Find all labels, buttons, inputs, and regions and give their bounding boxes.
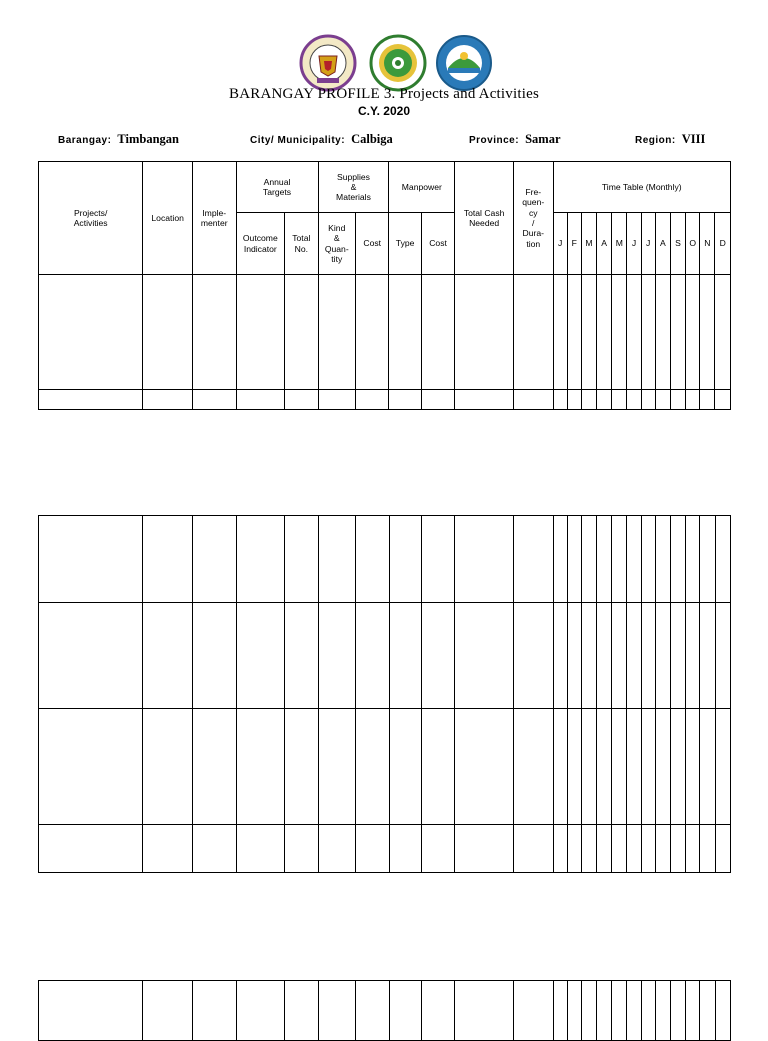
- header-kind-quantity: Kind & Quan- tity: [318, 213, 355, 275]
- table-cell[interactable]: [455, 603, 514, 709]
- table-cell[interactable]: [553, 825, 567, 873]
- table-cell[interactable]: [627, 603, 641, 709]
- table-cell[interactable]: [671, 709, 686, 825]
- table-cell[interactable]: [597, 603, 612, 709]
- table-cell[interactable]: [567, 275, 581, 390]
- table-cell[interactable]: [421, 825, 454, 873]
- table-cell[interactable]: [285, 981, 318, 1041]
- table-cell[interactable]: [671, 981, 686, 1041]
- table-cell[interactable]: [514, 390, 554, 410]
- month-header: D: [715, 213, 731, 275]
- table-cell[interactable]: [455, 390, 514, 410]
- header-total-no: Total No.: [285, 213, 318, 275]
- province-field: [469, 132, 561, 147]
- table-cell[interactable]: [514, 603, 554, 709]
- table-cell[interactable]: [567, 516, 581, 603]
- table-cell[interactable]: [143, 603, 193, 709]
- table-cell[interactable]: [655, 275, 670, 390]
- table-cell[interactable]: [567, 825, 581, 873]
- table-cell[interactable]: [671, 825, 686, 873]
- table-cell[interactable]: [597, 709, 612, 825]
- table-cell[interactable]: [612, 603, 627, 709]
- table-cell[interactable]: [686, 603, 700, 709]
- page-title: BARANGAY PROFILE 3. Projects and Activities: [229, 86, 539, 102]
- table-cell[interactable]: [700, 275, 715, 390]
- table-cell[interactable]: [143, 275, 193, 390]
- table-cell[interactable]: [597, 390, 612, 410]
- table-cell[interactable]: [356, 516, 389, 603]
- table-cell[interactable]: [192, 981, 236, 1041]
- table-cell[interactable]: [514, 709, 554, 825]
- header-total-cash: Total Cash Needed: [455, 162, 514, 275]
- table-cell[interactable]: [670, 275, 685, 390]
- table-cell[interactable]: [581, 709, 596, 825]
- table-cell[interactable]: [143, 390, 193, 410]
- table-cell[interactable]: [627, 516, 641, 603]
- barangay-field: [58, 132, 179, 147]
- table-cell[interactable]: [641, 825, 655, 873]
- month-header: J: [641, 213, 655, 275]
- month-header: M: [581, 213, 596, 275]
- barangay-value: Timbangan: [117, 132, 180, 146]
- table-row: [39, 825, 731, 873]
- table-cell[interactable]: [192, 825, 236, 873]
- month-header: A: [655, 213, 670, 275]
- calendar-year: C.Y. 2020: [357, 104, 411, 118]
- header-time-table: Time Table (Monthly): [553, 162, 731, 213]
- table-cell[interactable]: [285, 275, 318, 390]
- table-cell[interactable]: [455, 981, 514, 1041]
- table-cell[interactable]: [686, 709, 700, 825]
- table-cell[interactable]: [356, 603, 389, 709]
- table-cell[interactable]: [627, 390, 641, 410]
- table-cell[interactable]: [455, 709, 514, 825]
- table-cell[interactable]: [421, 275, 454, 390]
- table-cell[interactable]: [671, 603, 686, 709]
- month-header: M: [612, 213, 627, 275]
- table-cell[interactable]: [715, 275, 731, 390]
- header-seals: [297, 34, 497, 92]
- table-cell[interactable]: [514, 275, 554, 390]
- projects-table-continued: [38, 515, 731, 873]
- month-header: F: [567, 213, 581, 275]
- table-cell[interactable]: [641, 516, 655, 603]
- table-cell[interactable]: [143, 709, 193, 825]
- table-cell[interactable]: [567, 603, 581, 709]
- table-cell[interactable]: [641, 981, 655, 1041]
- region-field: [635, 132, 705, 147]
- table-cell[interactable]: [455, 275, 514, 390]
- table-cell[interactable]: [641, 275, 655, 390]
- projects-table-continued: [38, 980, 731, 1041]
- table-cell[interactable]: [356, 981, 389, 1041]
- barangay-timbangan-seal-icon: [433, 34, 495, 92]
- table-cell[interactable]: [421, 516, 454, 603]
- table-cell[interactable]: [285, 825, 318, 873]
- table-cell[interactable]: [514, 825, 554, 873]
- municipality-seal-icon: [297, 34, 359, 92]
- header-supplies-materials: Supplies & Materials: [318, 162, 389, 213]
- table-cell[interactable]: [581, 390, 596, 410]
- table-cell[interactable]: [192, 603, 236, 709]
- province-label: Province:: [469, 135, 520, 146]
- table-cell[interactable]: [143, 516, 193, 603]
- header-supplies-cost: Cost: [356, 213, 389, 275]
- table-cell[interactable]: [553, 709, 567, 825]
- table-row: [39, 390, 731, 410]
- table-cell[interactable]: [285, 709, 318, 825]
- table-cell[interactable]: [612, 275, 627, 390]
- table-cell[interactable]: [715, 516, 730, 603]
- month-header: S: [670, 213, 685, 275]
- table-cell[interactable]: [612, 981, 627, 1041]
- table-cell[interactable]: [553, 390, 567, 410]
- region-label: Region:: [635, 135, 676, 146]
- table-cell[interactable]: [627, 825, 641, 873]
- table-cell[interactable]: [700, 516, 715, 603]
- table-cell[interactable]: [318, 825, 355, 873]
- table-row: [39, 709, 731, 825]
- table-cell[interactable]: [700, 981, 715, 1041]
- table-cell[interactable]: [318, 603, 355, 709]
- table-cell[interactable]: [597, 981, 612, 1041]
- table-cell[interactable]: [553, 516, 567, 603]
- table-cell[interactable]: [567, 390, 581, 410]
- table-cell[interactable]: [581, 981, 596, 1041]
- table-cell[interactable]: [192, 709, 236, 825]
- table-cell[interactable]: [553, 275, 567, 390]
- table-cell[interactable]: [421, 981, 454, 1041]
- table-row: [39, 603, 731, 709]
- table-cell[interactable]: [192, 275, 236, 390]
- table-cell[interactable]: [236, 516, 285, 603]
- table-cell[interactable]: [285, 603, 318, 709]
- table-cell[interactable]: [567, 709, 581, 825]
- month-header: A: [597, 213, 612, 275]
- table-row: [39, 275, 731, 390]
- month-header: N: [700, 213, 715, 275]
- table-cell[interactable]: [236, 603, 285, 709]
- table-cell[interactable]: [597, 825, 612, 873]
- table-cell[interactable]: [612, 709, 627, 825]
- table-cell[interactable]: [39, 516, 143, 603]
- table-cell[interactable]: [655, 390, 670, 410]
- table-cell[interactable]: [581, 516, 596, 603]
- table-cell[interactable]: [597, 516, 612, 603]
- table-cell[interactable]: [318, 981, 355, 1041]
- table-cell[interactable]: [686, 825, 700, 873]
- table-cell[interactable]: [143, 825, 193, 873]
- national-nutrition-council-seal-icon: [367, 34, 429, 92]
- table-cell[interactable]: [455, 516, 514, 603]
- table-cell[interactable]: [389, 390, 421, 410]
- table-cell[interactable]: [715, 981, 730, 1041]
- header-manpower-cost: Cost: [421, 213, 454, 275]
- table-cell[interactable]: [715, 825, 730, 873]
- table-cell[interactable]: [356, 275, 389, 390]
- table-cell[interactable]: [318, 390, 355, 410]
- header-manpower: Manpower: [389, 162, 455, 213]
- barangay-label: Barangay:: [58, 135, 112, 146]
- table-cell[interactable]: [39, 603, 143, 709]
- table-cell[interactable]: [389, 709, 421, 825]
- table-cell[interactable]: [455, 825, 514, 873]
- table-cell[interactable]: [421, 603, 454, 709]
- table-cell[interactable]: [715, 603, 730, 709]
- table-cell[interactable]: [553, 603, 567, 709]
- table-cell[interactable]: [389, 603, 421, 709]
- city-value: Calbiga: [351, 132, 393, 146]
- table-cell[interactable]: [236, 709, 285, 825]
- table-cell[interactable]: [581, 825, 596, 873]
- table-cell[interactable]: [236, 825, 285, 873]
- table-cell[interactable]: [356, 825, 389, 873]
- table-cell[interactable]: [641, 709, 655, 825]
- city-label: City/ Municipality:: [250, 135, 346, 146]
- month-header: O: [686, 213, 700, 275]
- table-cell[interactable]: [318, 516, 355, 603]
- table-cell[interactable]: [389, 516, 421, 603]
- table-cell[interactable]: [686, 516, 700, 603]
- header-manpower-type: Type: [389, 213, 421, 275]
- city-field: [250, 132, 393, 147]
- table-cell[interactable]: [686, 390, 700, 410]
- table-cell[interactable]: [192, 516, 236, 603]
- table-cell[interactable]: [421, 390, 454, 410]
- table-cell[interactable]: [39, 275, 143, 390]
- table-cell[interactable]: [655, 516, 670, 603]
- header-outcome-indicator: Outcome Indicator: [236, 213, 285, 275]
- table-cell[interactable]: [39, 825, 143, 873]
- table-cell[interactable]: [389, 275, 421, 390]
- table-cell[interactable]: [514, 516, 554, 603]
- header-location: Location: [143, 162, 193, 275]
- table-cell[interactable]: [39, 390, 143, 410]
- table-cell[interactable]: [671, 516, 686, 603]
- table-cell[interactable]: [318, 275, 355, 390]
- table-cell[interactable]: [597, 275, 612, 390]
- header-implementer: Imple- menter: [192, 162, 236, 275]
- table-cell[interactable]: [39, 981, 143, 1041]
- table-cell[interactable]: [285, 516, 318, 603]
- table-cell[interactable]: [670, 390, 685, 410]
- month-header: J: [553, 213, 567, 275]
- table-cell[interactable]: [700, 390, 715, 410]
- table-cell[interactable]: [641, 390, 655, 410]
- table-cell[interactable]: [356, 709, 389, 825]
- table-cell[interactable]: [627, 275, 641, 390]
- header-annual-targets: Annual Targets: [236, 162, 318, 213]
- table-cell[interactable]: [686, 275, 700, 390]
- table-cell[interactable]: [236, 275, 285, 390]
- table-cell[interactable]: [318, 709, 355, 825]
- table-cell[interactable]: [581, 603, 596, 709]
- table-cell[interactable]: [192, 390, 236, 410]
- table-cell[interactable]: [389, 825, 421, 873]
- table-cell[interactable]: [655, 603, 670, 709]
- table-cell[interactable]: [553, 981, 567, 1041]
- header-frequency-duration: Fre- quen- cy / Dura- tion: [514, 162, 554, 275]
- table-cell[interactable]: [356, 390, 389, 410]
- table-cell[interactable]: [389, 981, 421, 1041]
- month-header: J: [627, 213, 641, 275]
- projects-table: [38, 161, 731, 410]
- table-cell[interactable]: [39, 709, 143, 825]
- table-cell[interactable]: [567, 981, 581, 1041]
- table-row: [39, 981, 731, 1041]
- table-cell[interactable]: [612, 825, 627, 873]
- table-cell[interactable]: [715, 390, 731, 410]
- table-cell[interactable]: [285, 390, 318, 410]
- table-cell[interactable]: [700, 709, 715, 825]
- region-value: VIII: [681, 132, 706, 146]
- table-cell[interactable]: [421, 709, 454, 825]
- table-cell[interactable]: [655, 709, 670, 825]
- table-cell[interactable]: [143, 981, 193, 1041]
- table-cell[interactable]: [612, 516, 627, 603]
- table-cell[interactable]: [655, 981, 670, 1041]
- table-cell[interactable]: [627, 981, 641, 1041]
- table-row: [39, 516, 731, 603]
- table-cell[interactable]: [581, 275, 596, 390]
- table-cell[interactable]: [627, 709, 641, 825]
- table-cell[interactable]: [236, 390, 285, 410]
- table-cell[interactable]: [700, 603, 715, 709]
- table-cell[interactable]: [700, 825, 715, 873]
- table-cell[interactable]: [514, 981, 554, 1041]
- table-cell[interactable]: [715, 709, 730, 825]
- table-header-row: [39, 162, 731, 213]
- table-cell[interactable]: [686, 981, 700, 1041]
- table-cell[interactable]: [612, 390, 627, 410]
- province-value: Samar: [525, 132, 561, 146]
- table-cell[interactable]: [236, 981, 285, 1041]
- header-projects: Projects/ Activities: [39, 162, 143, 275]
- table-cell[interactable]: [655, 825, 670, 873]
- table-cell[interactable]: [641, 603, 655, 709]
